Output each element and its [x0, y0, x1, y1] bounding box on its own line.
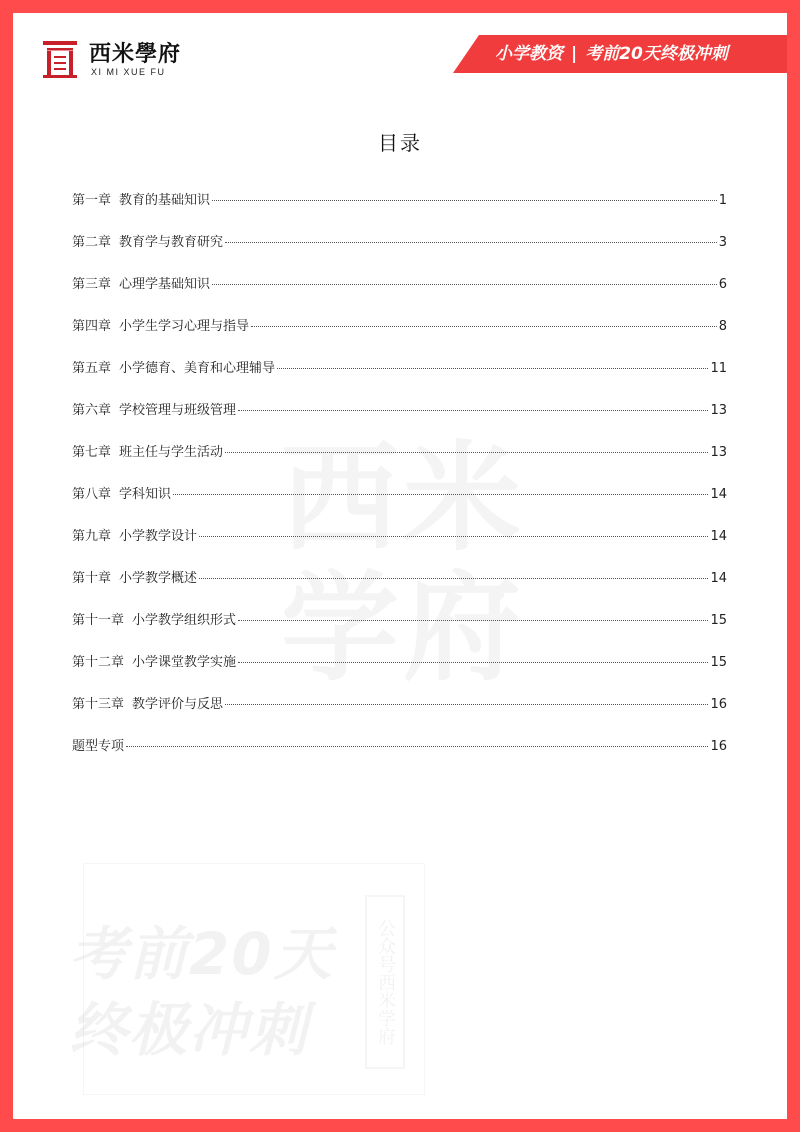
logo-chinese-name: 西米學府 — [89, 41, 182, 67]
toc-chapter-number: 第十二章 — [72, 655, 125, 670]
toc-entry-label — [72, 231, 223, 250]
toc-dot-leader — [238, 410, 708, 411]
toc-entry[interactable] — [72, 483, 727, 525]
toc-dot-leader — [225, 704, 708, 705]
header-banner — [453, 35, 787, 73]
toc-dot-leader — [126, 746, 708, 747]
toc-chapter-title: 小学教学设计 — [119, 529, 198, 544]
toc-entry-label — [72, 357, 275, 376]
toc-chapter-title: 教育学与教育研究 — [119, 235, 224, 250]
page-title: 目录 — [378, 131, 422, 155]
watermark-book-line-1: 考前20天 — [69, 920, 334, 988]
toc-page-number: 11 — [710, 361, 727, 376]
toc-entry-label — [72, 189, 210, 208]
toc-dot-leader — [251, 326, 717, 327]
toc-entry-label — [72, 315, 249, 334]
toc-chapter-number: 第三章 — [72, 277, 112, 292]
toc-entry-label — [72, 651, 236, 670]
toc-entry[interactable] — [72, 693, 727, 735]
toc-entry-label — [72, 273, 210, 292]
toc-chapter-number: 第四章 — [72, 319, 112, 334]
toc-page-number: 15 — [710, 655, 727, 670]
watermark-book-line-2: 终极冲刺 — [69, 996, 310, 1064]
toc-entry[interactable] — [72, 651, 727, 693]
toc-dot-leader — [238, 662, 708, 663]
toc-chapter-number: 第二章 — [72, 235, 112, 250]
toc-chapter-title: 班主任与学生活动 — [119, 445, 224, 460]
toc-dot-leader — [199, 536, 708, 537]
toc-dot-leader — [173, 494, 708, 495]
toc-chapter-number: 第八章 — [72, 487, 112, 502]
table-of-contents — [72, 189, 727, 777]
toc-chapter-title: 教学评价与反思 — [132, 697, 224, 712]
toc-chapter-title: 小学德育、美育和心理辅导 — [119, 361, 276, 376]
toc-entry-label — [72, 735, 124, 754]
toc-entry[interactable] — [72, 273, 727, 315]
toc-entry[interactable] — [72, 399, 727, 441]
gate-logo-icon — [41, 39, 79, 79]
toc-dot-leader — [238, 620, 708, 621]
toc-chapter-title: 学校管理与班级管理 — [119, 403, 237, 418]
toc-page-number: 14 — [710, 571, 727, 586]
toc-entry[interactable] — [72, 189, 727, 231]
toc-entry[interactable] — [72, 525, 727, 567]
banner-separator: | — [571, 44, 578, 64]
toc-chapter-title: 题型专项 — [72, 739, 125, 754]
toc-entry-label — [72, 399, 236, 418]
toc-dot-leader — [212, 284, 717, 285]
toc-chapter-number: 第六章 — [72, 403, 112, 418]
toc-page-number: 16 — [710, 739, 727, 754]
toc-page-number: 15 — [710, 613, 727, 628]
toc-chapter-number: 第七章 — [72, 445, 112, 460]
brand-logo — [41, 39, 181, 79]
banner-tagline: 考前20天终极冲刺 — [585, 44, 728, 64]
watermark-book-spine: 公众号西米学府 — [365, 895, 405, 1069]
toc-chapter-number: 第十一章 — [72, 613, 125, 628]
toc-page-number: 13 — [710, 403, 727, 418]
toc-chapter-title: 学科知识 — [119, 487, 172, 502]
toc-entry[interactable] — [72, 231, 727, 273]
toc-entry[interactable] — [72, 609, 727, 651]
toc-entry-label — [72, 567, 197, 586]
banner-subject: 小学教资 — [495, 44, 563, 64]
toc-page-number: 14 — [710, 487, 727, 502]
toc-chapter-number: 第一章 — [72, 193, 112, 208]
document-page — [13, 13, 787, 1119]
toc-chapter-title: 小学课堂教学实施 — [132, 655, 237, 670]
toc-entry[interactable] — [72, 441, 727, 483]
toc-chapter-number: 第五章 — [72, 361, 112, 376]
toc-chapter-number: 第十章 — [72, 571, 112, 586]
toc-page-number: 3 — [718, 235, 727, 250]
toc-entry[interactable] — [72, 567, 727, 609]
watermark-book-cover — [47, 873, 427, 1093]
toc-chapter-number: 第九章 — [72, 529, 112, 544]
toc-entry[interactable] — [72, 357, 727, 399]
toc-dot-leader — [212, 200, 717, 201]
toc-chapter-number: 第十三章 — [72, 697, 125, 712]
toc-entry-label — [72, 441, 223, 460]
toc-page-number: 13 — [710, 445, 727, 460]
toc-page-number: 8 — [718, 319, 727, 334]
toc-page-number: 1 — [718, 193, 727, 208]
logo-english-name: XI MI XUE FU — [91, 67, 166, 77]
toc-entry-label — [72, 609, 236, 628]
toc-chapter-title: 小学教学概述 — [119, 571, 198, 586]
toc-chapter-title: 心理学基础知识 — [119, 277, 211, 292]
toc-dot-leader — [277, 368, 708, 369]
toc-entry-label — [72, 693, 223, 712]
toc-page-number: 14 — [710, 529, 727, 544]
toc-dot-leader — [199, 578, 708, 579]
toc-page-number: 6 — [718, 277, 727, 292]
toc-entry[interactable] — [72, 315, 727, 357]
toc-dot-leader — [225, 242, 717, 243]
toc-entry-label — [72, 483, 171, 502]
toc-page-number: 16 — [710, 697, 727, 712]
toc-chapter-title: 教育的基础知识 — [119, 193, 211, 208]
toc-entry-label — [72, 525, 197, 544]
toc-chapter-title: 小学教学组织形式 — [132, 613, 237, 628]
toc-chapter-title: 小学生学习心理与指导 — [119, 319, 250, 334]
toc-dot-leader — [225, 452, 708, 453]
toc-entry[interactable] — [72, 735, 727, 777]
